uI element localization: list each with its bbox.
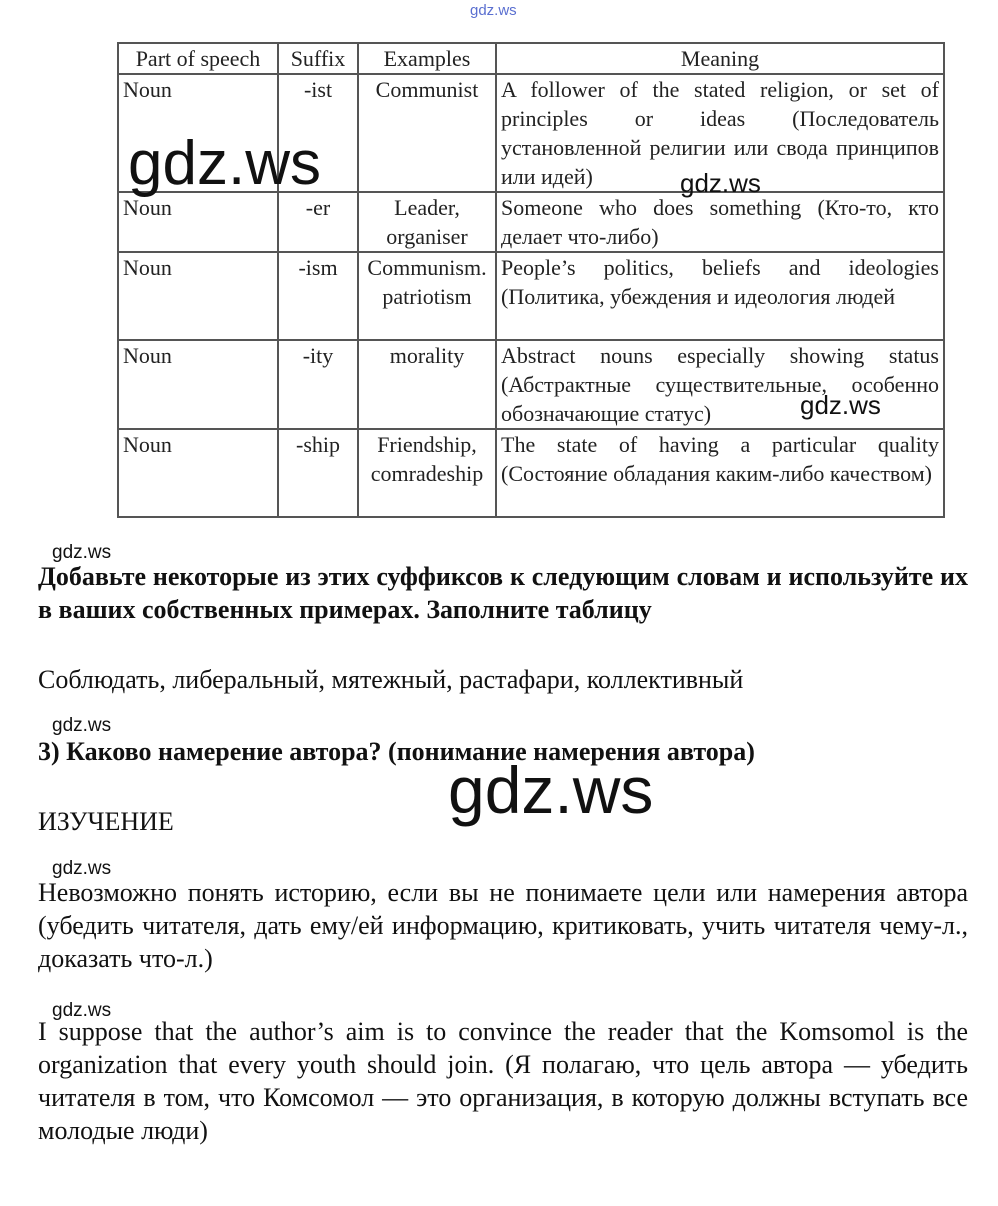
watermark-small: gdz.ws bbox=[52, 858, 112, 879]
cell-examples: Communist bbox=[358, 74, 496, 192]
cell-meaning: A follower of the stated religion, or set of principles or ideas (Последователь установленной религии или свода принципов или идей) bbox=[496, 74, 944, 192]
cell-suffix: -ship bbox=[278, 429, 358, 517]
watermark-top: gdz.ws bbox=[470, 2, 517, 19]
suffix-table bbox=[117, 42, 945, 518]
section-label: ИЗУЧЕНИЕ bbox=[38, 807, 174, 836]
cell-part-of-speech: Noun bbox=[118, 429, 278, 517]
explanation-paragraph: Невозможно понять историю, если вы не понимаете цели или намерения автора (убедить читателя, дать ему/ей информацию, критиковать, учить читателя чему-л., доказать что-л.) bbox=[38, 878, 968, 973]
table-row bbox=[118, 252, 944, 340]
cell-examples: morality bbox=[358, 340, 496, 429]
cell-suffix: -ity bbox=[278, 340, 358, 429]
cell-meaning: The state of having a particular quality (Состояние обладания каким-либо качеством) bbox=[496, 429, 944, 517]
cell-part-of-speech: Noun bbox=[118, 192, 278, 252]
task-words: Соблюдать, либеральный, мятежный, растафари, коллективный bbox=[38, 665, 744, 694]
header-suffix: Suffix bbox=[278, 43, 358, 74]
table-row bbox=[118, 429, 944, 517]
cell-examples: Communism. patriotism bbox=[358, 252, 496, 340]
watermark-medium: gdz.ws bbox=[680, 168, 761, 198]
answer-paragraph: I suppose that the author’s aim is to convince the reader that the Komsomol is the organization that every youth should join. (Я полагаю, что цель автора — убедить читателя в том, что Комсомол — это организация, в которую должны вступать все молодые люди) bbox=[38, 1017, 968, 1145]
cell-meaning: Someone who does something (Кто-то, кто делает что-либо) bbox=[496, 192, 944, 252]
watermark-small: gdz.ws bbox=[52, 715, 112, 736]
watermark-small: gdz.ws bbox=[52, 1000, 112, 1021]
header-meaning: Meaning bbox=[496, 43, 944, 74]
table-row bbox=[118, 192, 944, 252]
cell-part-of-speech: Noun bbox=[118, 74, 278, 192]
task-instruction: Добавьте некоторые из этих суффиксов к следующим словам и используйте их в ваших собственных примерах. Заполните таблицу bbox=[38, 562, 968, 624]
cell-suffix: -er bbox=[278, 192, 358, 252]
cell-meaning: People’s politics, beliefs and ideologies (Политика, убеждения и идеология людей bbox=[496, 252, 944, 340]
cell-examples: Leader, organiser bbox=[358, 192, 496, 252]
header-part-of-speech: Part of speech bbox=[118, 43, 278, 74]
cell-meaning: Abstract nouns especially showing status (Абстрактные существительные, особенно обозначающие статус) bbox=[496, 340, 944, 429]
header-examples: Examples bbox=[358, 43, 496, 74]
cell-suffix: -ist bbox=[278, 74, 358, 192]
section-heading: 3) Каково намерение автора? (понимание намерения автора) bbox=[38, 737, 755, 766]
watermark-large: gdz.ws bbox=[128, 129, 321, 198]
cell-part-of-speech: Noun bbox=[118, 252, 278, 340]
table-header-row bbox=[118, 43, 944, 74]
cell-examples: Friendship, comradeship bbox=[358, 429, 496, 517]
watermark-huge: gdz.ws bbox=[448, 753, 654, 827]
cell-part-of-speech: Noun bbox=[118, 340, 278, 429]
watermark-small: gdz.ws bbox=[52, 542, 112, 563]
cell-suffix: -ism bbox=[278, 252, 358, 340]
watermark-medium: gdz.ws bbox=[800, 390, 881, 420]
